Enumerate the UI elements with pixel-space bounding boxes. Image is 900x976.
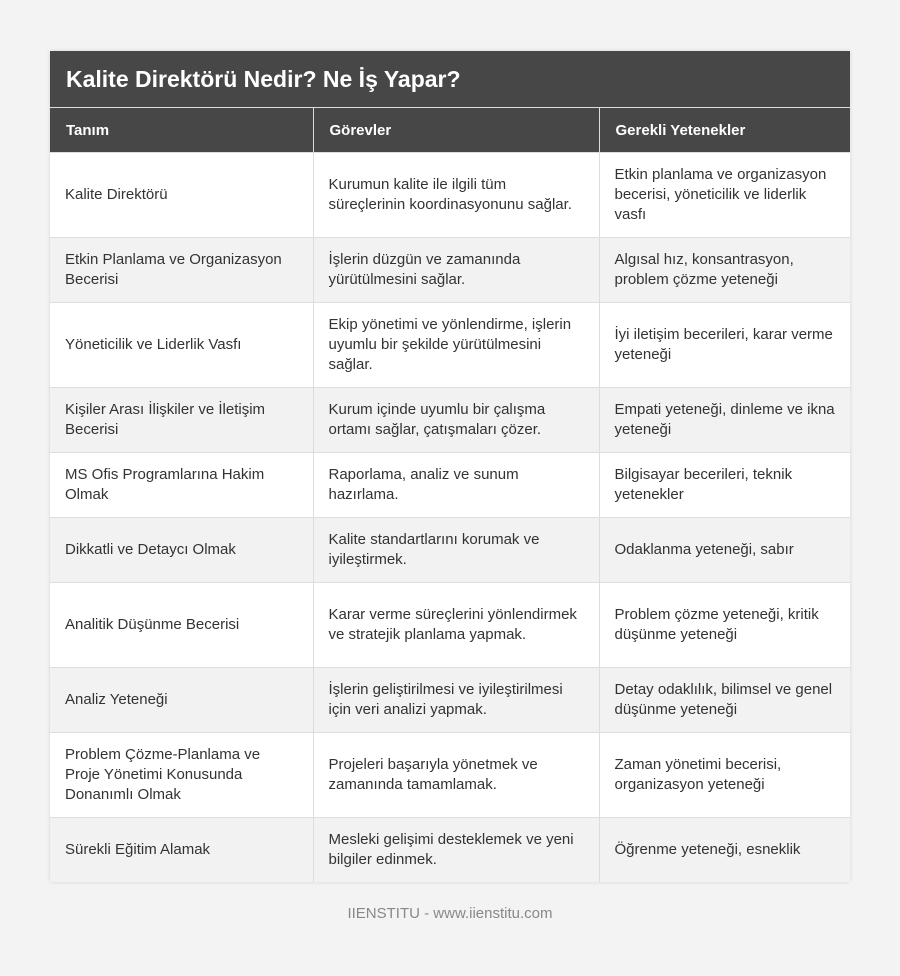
cell-yetenekler: Detay odaklılık, bilimsel ve genel düşünme yeteneği — [599, 668, 850, 733]
cell-tanim: Analitik Düşünme Becerisi — [50, 583, 313, 668]
cell-tanim: Etkin Planlama ve Organizasyon Becerisi — [50, 238, 313, 303]
cell-gorevler: Projeleri başarıyla yönetmek ve zamanında tamamlamak. — [313, 733, 599, 818]
cell-yetenekler: İyi iletişim becerileri, karar verme yeteneği — [599, 303, 850, 388]
cell-yetenekler: Bilgisayar becerileri, teknik yetenekler — [599, 453, 850, 518]
cell-gorevler: Karar verme süreçlerini yönlendirmek ve stratejik planlama yapmak. — [313, 583, 599, 668]
cell-yetenekler: Öğrenme yeteneği, esneklik — [599, 818, 850, 883]
table-row — [50, 453, 850, 518]
cell-tanim: Kalite Direktörü — [50, 153, 313, 238]
info-card — [50, 51, 850, 882]
cell-gorevler: Ekip yönetimi ve yönlendirme, işlerin uyumlu bir şekilde yürütülmesini sağlar. — [313, 303, 599, 388]
cell-gorevler: Mesleki gelişimi desteklemek ve yeni bilgiler edinmek. — [313, 818, 599, 883]
cell-yetenekler: Etkin planlama ve organizasyon becerisi, yöneticilik ve liderlik vasfı — [599, 153, 850, 238]
cell-tanim: MS Ofis Programlarına Hakim Olmak — [50, 453, 313, 518]
header-row — [50, 108, 850, 153]
footer-credit: IIENSTITU - www.iienstitu.com — [347, 905, 553, 922]
cell-yetenekler: Empati yeteneği, dinleme ve ikna yeteneği — [599, 388, 850, 453]
data-table — [50, 108, 850, 882]
cell-gorevler: Kurum içinde uyumlu bir çalışma ortamı sağlar, çatışmaları çözer. — [313, 388, 599, 453]
table-row — [50, 518, 850, 583]
table-row — [50, 238, 850, 303]
table-row — [50, 818, 850, 883]
cell-tanim: Analiz Yeteneği — [50, 668, 313, 733]
table-row — [50, 733, 850, 818]
cell-yetenekler: Zaman yönetimi becerisi, organizasyon yeteneği — [599, 733, 850, 818]
cell-tanim: Kişiler Arası İlişkiler ve İletişim Becerisi — [50, 388, 313, 453]
cell-gorevler: İşlerin düzgün ve zamanında yürütülmesini sağlar. — [313, 238, 599, 303]
table-row — [50, 303, 850, 388]
cell-gorevler: Kurumun kalite ile ilgili tüm süreçlerinin koordinasyonunu sağlar. — [313, 153, 599, 238]
cell-tanim: Sürekli Eğitim Alamak — [50, 818, 313, 883]
cell-gorevler: Raporlama, analiz ve sunum hazırlama. — [313, 453, 599, 518]
table-row — [50, 388, 850, 453]
cell-yetenekler: Odaklanma yeteneği, sabır — [599, 518, 850, 583]
cell-tanim: Problem Çözme-Planlama ve Proje Yönetimi Konusunda Donanımlı Olmak — [50, 733, 313, 818]
column-header-yetenekler: Gerekli Yetenekler — [599, 108, 850, 153]
cell-yetenekler: Problem çözme yeteneği, kritik düşünme yeteneği — [599, 583, 850, 668]
table-title: Kalite Direktörü Nedir? Ne İş Yapar? — [50, 51, 850, 108]
cell-tanim: Yöneticilik ve Liderlik Vasfı — [50, 303, 313, 388]
table-row — [50, 668, 850, 733]
cell-yetenekler: Algısal hız, konsantrasyon, problem çözme yeteneği — [599, 238, 850, 303]
cell-gorevler: Kalite standartlarını korumak ve iyileştirmek. — [313, 518, 599, 583]
table-row — [50, 583, 850, 668]
cell-tanim: Dikkatli ve Detaycı Olmak — [50, 518, 313, 583]
column-header-gorevler: Görevler — [313, 108, 599, 153]
column-header-tanim: Tanım — [50, 108, 313, 153]
table-row — [50, 153, 850, 238]
cell-gorevler: İşlerin geliştirilmesi ve iyileştirilmesi için veri analizi yapmak. — [313, 668, 599, 733]
